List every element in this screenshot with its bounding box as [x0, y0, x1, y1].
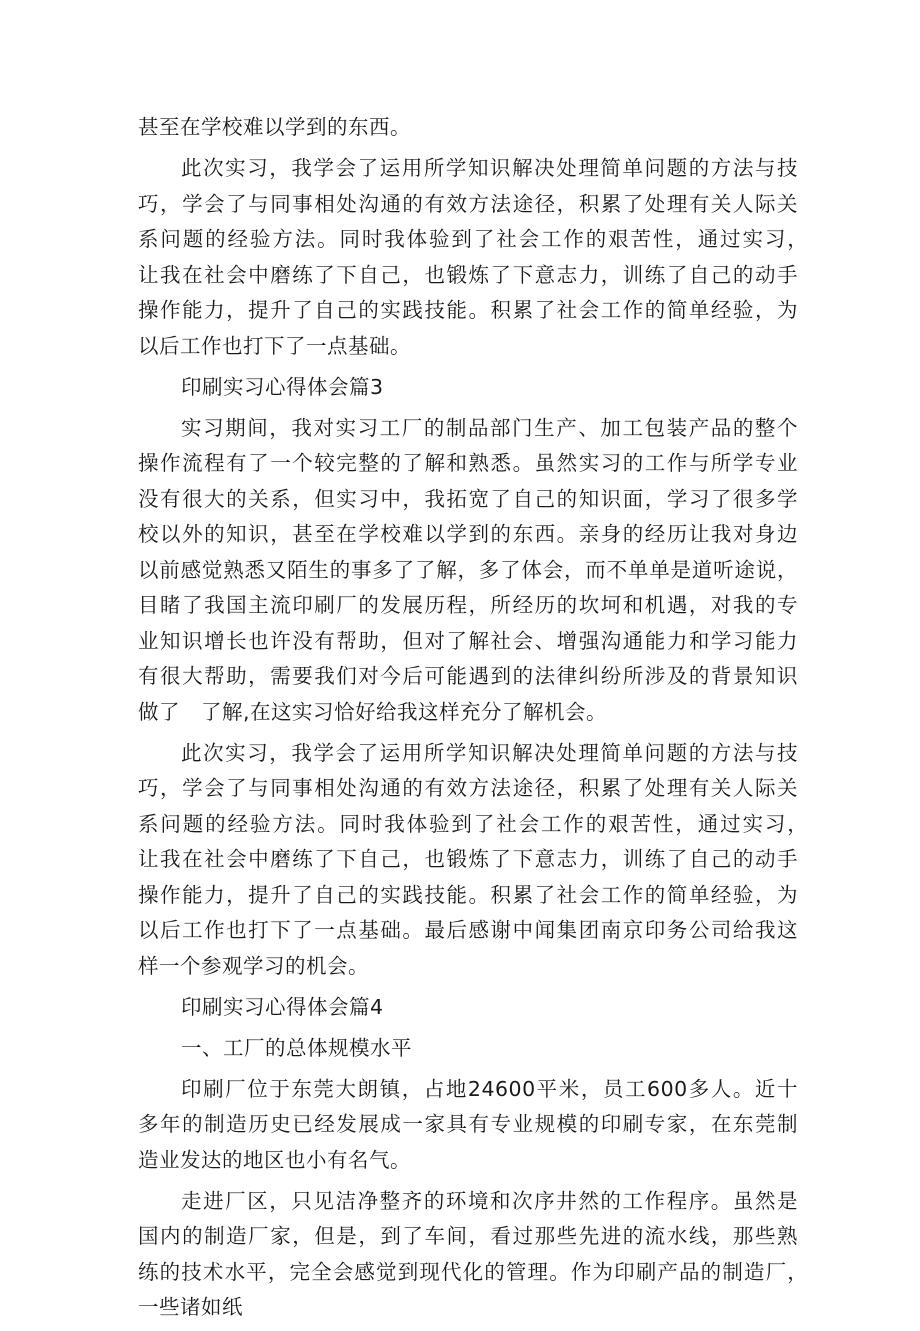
paragraph-internship-thanks: 此次实习，我学会了运用所学知识解决处理简单问题的方法与技 巧，学会了与同事相处沟通的有效方法途径，积累了处理有关人际关 系问题的经验方法。同时我体验到了社会工作的艰苦性，通过实习， 让我在社会中磨练了下自己，也锻炼了下意志力，训练了自己的动手 操作能力，提升了自己的实践技能。积累了社会工作的简单经验，为 以后工作也打下了一点基础。最后感谢中闻集团南京印务公司给我这 样一个参观学习的机会。 — [138, 740, 840, 978]
paragraph-factory-location: 印刷厂位于东莞大朗镇，占地24600平米，员工600多人。近十 多年的制造历史已经发展成一家具有专业规模的印刷专家，在东莞制 造业发达的地区也小有名气。 — [138, 1076, 819, 1172]
paragraph-internship-period: 实习期间，我对实习工厂的制品部门生产、加工包装产品的整个 操作流程有了一个较完整的了解和熟悉。虽然实习的工作与所学专业 没有很大的关系，但实习中，我拓宽了自己的知识面，学习了很多学 校以外的知识，甚至在学校难以学到的东西。亲身的经历让我对身边 以前感觉熟悉又陌生的事多了了解，多了体会，而不单单是道听途说，目睹了我国主流印刷厂的发展历程，所经历的坎坷和机遇，对我的专 业知识增长也许没有帮助，但对了解社会、增强沟通能力和学习能力 有很大帮助，需要我们对今后可能遇到的法律纠纷所涉及的背景知识 做了 了解,在这实习恰好给我这样充分了解机会。 — [138, 415, 819, 724]
paragraph-continuation: 甚至在学校难以学到的东西。 — [138, 115, 411, 139]
paragraph-internship-skills: 此次实习，我学会了运用所学知识解决处理简单问题的方法与技 巧，学会了与同事相处沟通的有效方法途径，积累了处理有关人际关 系问题的经验方法。同时我体验到了社会工作的艰苦性，通过实习， 让我在社会中磨练了下自己，也锻炼了下意志力，训练了自己的动手 操作能力，提升了自己的实践技能。积累了社会工作的简单经验，为 以后工作也打下了一点基础。 — [138, 156, 840, 358]
subheading-factory-scale: 一、工厂的总体规模水平 — [181, 1035, 412, 1060]
section-heading-part4: 印刷实习心得体会篇4 — [181, 994, 384, 1019]
document-body — [138, 110, 840, 1331]
section-heading-part3: 印刷实习心得体会篇3 — [181, 374, 384, 399]
paragraph-factory-environment: 走进厂区，只见洁净整齐的环境和次序井然的工作程序。虽然是 国内的制造厂家，但是，到了车间，看过那些先进的流水线，那些熟 练的技术水平，完全会感觉到现代化的管理。作为印刷产品的制造厂， 一些诸如纸 — [138, 1188, 819, 1319]
